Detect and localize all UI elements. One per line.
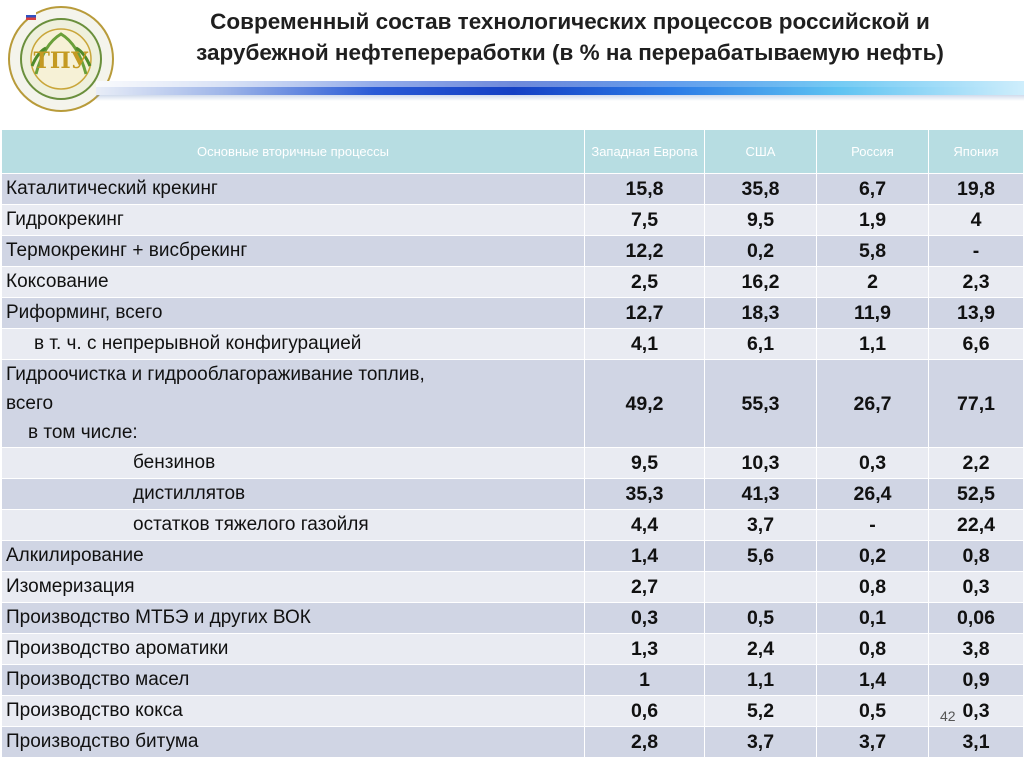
- value-western-europe: 12,2: [585, 236, 705, 267]
- value-japan: 52,5: [929, 479, 1024, 510]
- value-western-europe: 4,4: [585, 510, 705, 541]
- value-usa: 55,3: [705, 360, 817, 448]
- value-western-europe: 12,7: [585, 298, 705, 329]
- value-russia: 6,7: [817, 174, 929, 205]
- value-western-europe: 15,8: [585, 174, 705, 205]
- value-western-europe: 0,3: [585, 603, 705, 634]
- table-row: [2, 696, 1024, 727]
- table-row: [2, 541, 1024, 572]
- header-japan: Япония: [929, 130, 1024, 174]
- value-usa: 18,3: [705, 298, 817, 329]
- table-row: [2, 603, 1024, 634]
- value-western-europe: 7,5: [585, 205, 705, 236]
- value-japan: -: [929, 236, 1024, 267]
- value-japan: 13,9: [929, 298, 1024, 329]
- table-row: [2, 205, 1024, 236]
- table-row: [2, 510, 1024, 541]
- row-name: Изомеризация: [2, 572, 585, 603]
- value-russia: 26,7: [817, 360, 929, 448]
- header-usa: США: [705, 130, 817, 174]
- value-russia: -: [817, 510, 929, 541]
- value-usa: 2,4: [705, 634, 817, 665]
- table-row: [2, 727, 1024, 758]
- value-japan: 77,1: [929, 360, 1024, 448]
- title-line-2: зарубежной нефтепереработки (в % на перерабатываемую нефть): [196, 40, 944, 65]
- title-line-1: Современный состав технологических процессов российской и: [210, 9, 930, 34]
- value-russia: 0,1: [817, 603, 929, 634]
- value-usa: 6,1: [705, 329, 817, 360]
- row-name: Термокрекинг + висбрекинг: [2, 236, 585, 267]
- row-name: в т. ч. с непрерывной конфигурацией: [2, 329, 585, 360]
- value-western-europe: 4,1: [585, 329, 705, 360]
- table-row: [2, 572, 1024, 603]
- table-row: [2, 665, 1024, 696]
- header-russia: Россия: [817, 130, 929, 174]
- row-name: Риформинг, всего: [2, 298, 585, 329]
- header-western-europe: Западная Европа: [585, 130, 705, 174]
- row-name: остатков тяжелого газойля: [2, 510, 585, 541]
- page-number: 42: [940, 708, 956, 724]
- value-russia: 2: [817, 267, 929, 298]
- logo-monogram: ТПУ: [33, 48, 89, 74]
- value-japan: 3,8: [929, 634, 1024, 665]
- table-row: [2, 634, 1024, 665]
- header-processes: Основные вторичные процессы: [2, 130, 585, 174]
- value-russia: 1,4: [817, 665, 929, 696]
- value-japan: 19,8: [929, 174, 1024, 205]
- value-usa: 10,3: [705, 448, 817, 479]
- slide-title: [125, 6, 1015, 68]
- row-name: Производство кокса: [2, 696, 585, 727]
- value-usa: 35,8: [705, 174, 817, 205]
- value-usa: 41,3: [705, 479, 817, 510]
- value-western-europe: 1: [585, 665, 705, 696]
- value-usa: 5,2: [705, 696, 817, 727]
- title-banner-shadow: [96, 95, 1024, 101]
- table-row: [2, 267, 1024, 298]
- value-japan: 2,2: [929, 448, 1024, 479]
- row-name-line-2: всего: [6, 393, 54, 414]
- value-usa: 16,2: [705, 267, 817, 298]
- value-usa: 0,2: [705, 236, 817, 267]
- row-name: [2, 360, 585, 448]
- value-usa: 9,5: [705, 205, 817, 236]
- value-western-europe: 2,5: [585, 267, 705, 298]
- value-usa: 3,7: [705, 727, 817, 758]
- title-banner-gloss: [96, 81, 1024, 87]
- value-japan: 6,6: [929, 329, 1024, 360]
- value-western-europe: 1,4: [585, 541, 705, 572]
- value-japan: 4: [929, 205, 1024, 236]
- value-russia: 0,2: [817, 541, 929, 572]
- value-western-europe: 1,3: [585, 634, 705, 665]
- row-name-line-3: в том числе:: [28, 422, 138, 443]
- row-name: Коксование: [2, 267, 585, 298]
- value-japan: 0,8: [929, 541, 1024, 572]
- value-usa: 0,5: [705, 603, 817, 634]
- value-western-europe: 35,3: [585, 479, 705, 510]
- value-russia: 1,9: [817, 205, 929, 236]
- processes-table: [1, 129, 1024, 758]
- value-japan: 0,3: [929, 572, 1024, 603]
- value-western-europe: 2,7: [585, 572, 705, 603]
- value-japan: 22,4: [929, 510, 1024, 541]
- value-usa: 3,7: [705, 510, 817, 541]
- value-western-europe: 9,5: [585, 448, 705, 479]
- value-russia: 26,4: [817, 479, 929, 510]
- table-row: [2, 360, 1024, 448]
- value-russia: 5,8: [817, 236, 929, 267]
- row-name: Производство ароматики: [2, 634, 585, 665]
- value-russia: 0,8: [817, 572, 929, 603]
- value-japan: 3,1: [929, 727, 1024, 758]
- value-russia: 11,9: [817, 298, 929, 329]
- value-usa: 1,1: [705, 665, 817, 696]
- value-western-europe: 2,8: [585, 727, 705, 758]
- table-row: [2, 479, 1024, 510]
- row-name: Производство МТБЭ и других ВОК: [2, 603, 585, 634]
- value-japan: 2,3: [929, 267, 1024, 298]
- value-japan: 0,3: [929, 696, 1024, 727]
- value-usa: [705, 572, 817, 603]
- value-western-europe: 49,2: [585, 360, 705, 448]
- value-usa: 5,6: [705, 541, 817, 572]
- value-western-europe: 0,6: [585, 696, 705, 727]
- table-row: [2, 448, 1024, 479]
- value-russia: 1,1: [817, 329, 929, 360]
- row-name: бензинов: [2, 448, 585, 479]
- row-name: Алкилирование: [2, 541, 585, 572]
- row-name: Каталитический крекинг: [2, 174, 585, 205]
- table-row: [2, 236, 1024, 267]
- value-russia: 0,8: [817, 634, 929, 665]
- table-row: [2, 329, 1024, 360]
- value-russia: 0,5: [817, 696, 929, 727]
- value-russia: 0,3: [817, 448, 929, 479]
- value-japan: 0,9: [929, 665, 1024, 696]
- row-name: Производство битума: [2, 727, 585, 758]
- row-name: Производство масел: [2, 665, 585, 696]
- table-row: [2, 298, 1024, 329]
- table-header-row: [2, 130, 1024, 174]
- value-japan: 0,06: [929, 603, 1024, 634]
- value-russia: 3,7: [817, 727, 929, 758]
- row-name: дистиллятов: [2, 479, 585, 510]
- table-row: [2, 174, 1024, 205]
- row-name: Гидрокрекинг: [2, 205, 585, 236]
- row-name-line-1: Гидроочистка и гидрооблагораживание топлив,: [6, 364, 425, 385]
